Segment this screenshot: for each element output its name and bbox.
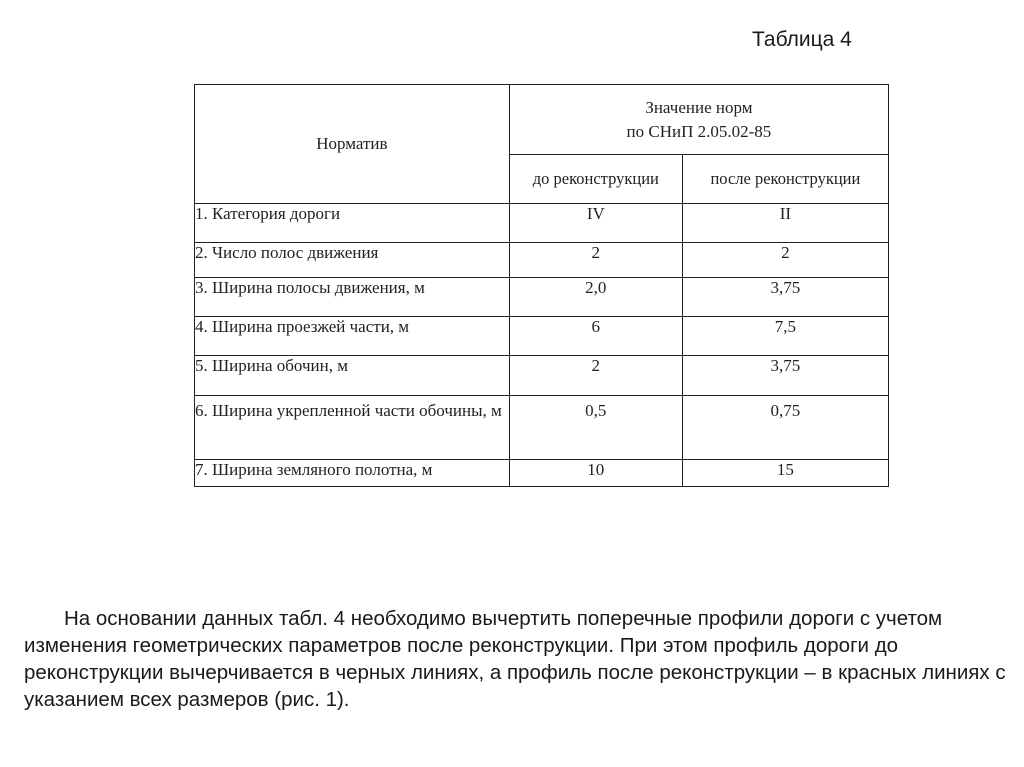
row-before-value: 10 — [509, 460, 682, 487]
table-row — [195, 396, 889, 460]
table-row — [195, 204, 889, 243]
header-norm-values-line2: по СНиП 2.05.02-85 — [626, 121, 772, 141]
header-before: до реконструкции — [509, 155, 682, 204]
row-after-value: 3,75 — [682, 278, 888, 317]
row-after-value: 3,75 — [682, 356, 888, 396]
norms-table — [194, 84, 889, 487]
row-after-value: 0,75 — [682, 396, 888, 460]
row-after-value: 2 — [682, 243, 888, 278]
row-before-value: 0,5 — [509, 396, 682, 460]
row-name: 5. Ширина обочин, м — [195, 356, 510, 396]
table-row — [195, 356, 889, 396]
body-paragraph: На основании данных табл. 4 необходимо вычертить поперечные профили дороги с учетом изменения геометрических параметров после реконструкции. При этом профиль дороги до реконструкции вычерчивается в черных линиях, а профиль после реконструкции – в красных линиях с указанием всех размеров (рис. 1). — [24, 606, 1006, 711]
header-norm: Норматив — [195, 85, 510, 204]
table-row — [195, 460, 889, 487]
row-name: 2. Число полос движения — [195, 243, 510, 278]
row-name: 1. Категория дороги — [195, 204, 510, 243]
header-after: после реконструкции — [682, 155, 888, 204]
row-name: 6. Ширина укрепленной части обочины, м — [195, 396, 510, 460]
header-norm-values — [509, 85, 888, 155]
row-before-value: 2,0 — [509, 278, 682, 317]
header-norm-values-line1: Значение норм — [645, 97, 753, 117]
row-name: 7. Ширина земляного полотна, м — [195, 460, 510, 487]
row-before-value: 6 — [509, 317, 682, 356]
table-row — [195, 243, 889, 278]
row-before-value: IV — [509, 204, 682, 243]
table-row — [195, 317, 889, 356]
row-name: 4. Ширина проезжей части, м — [195, 317, 510, 356]
row-before-value: 2 — [509, 243, 682, 278]
row-after-value: 7,5 — [682, 317, 888, 356]
row-name: 3. Ширина полосы движения, м — [195, 278, 510, 317]
row-after-value: 15 — [682, 460, 888, 487]
table-caption: Таблица 4 — [752, 28, 852, 51]
row-after-value: II — [682, 204, 888, 243]
table-row — [195, 278, 889, 317]
row-before-value: 2 — [509, 356, 682, 396]
